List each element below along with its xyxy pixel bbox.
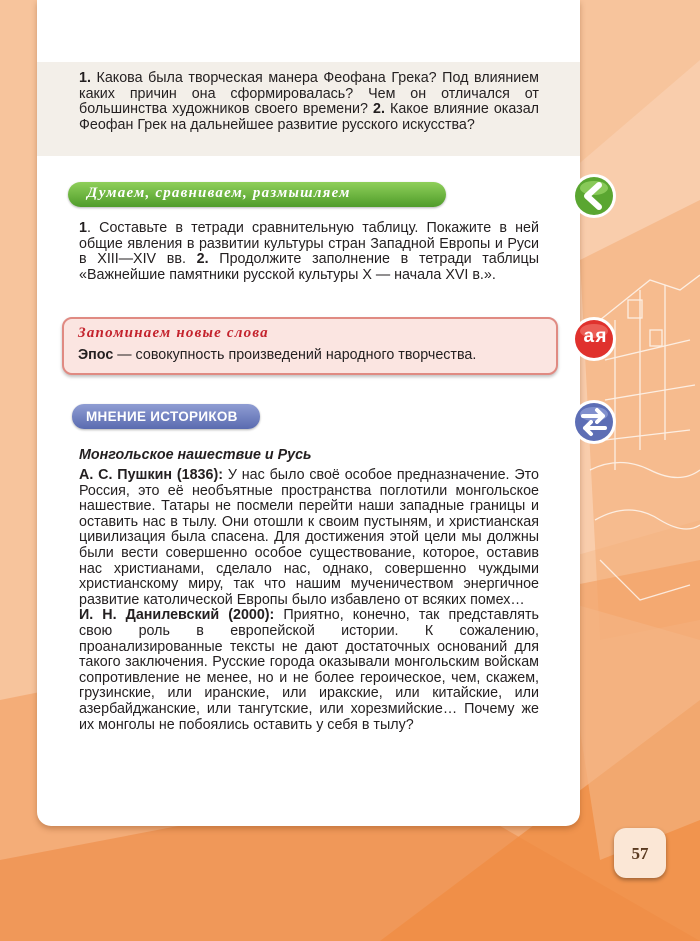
questions-text: 1. Какова была творческая манера Феофана Грека? Под влиянием каких причин она сформировалась? Чем он отличался от большинства художников своего времени? 2. Какое влияние оказал Феофан Грек на дальнейшее развитие русского искусства?	[79, 70, 539, 133]
quote-pushkin: У нас было своё особое предназначение. Это Россия, это её необъятные пространства поглотили монгольское нашествие. Татары не посмели перейти наши западные границы и оставить нас в тылу. Они отошли к своим пустыням, и христианская цивилизация была спасена. Для достижения этой цели мы должны были вести совершенно особое существование, которое, оставив нас христианами, сделало нас, однако, совершенно чуждыми христианскому миру, так что нашим мученичеством энергичное развитие католической Европы было избавлено от всяких помех…	[79, 467, 539, 608]
dictionary-letters-icon[interactable]: а я	[571, 316, 617, 362]
page-number: 57	[631, 844, 649, 863]
historians-subtitle: Монгольское нашествие и Русь	[79, 447, 312, 463]
author-pushkin: А. С. Пушкин (1836):	[79, 467, 223, 483]
think-section-header	[68, 182, 446, 207]
new-words-definition: Эпос — совокупность произведений народного творчества.	[78, 347, 477, 363]
quote-danilevsky: Приятно, конечно, так представлять свою роль в европейской истории. К сожалению, проанализированные тексты не дают достаточных оснований для такого заключения. Русские города оказывали монгольским войскам сопротивление не менее, но и не более героическое, чем, скажем, грузинские, или иранские, или иракские, или китайские, или азербайджанские, или тангутские, или хорезмийские… Почему же их монголы не побоялись оставить у себя в тылу?	[79, 607, 539, 733]
historians-quotes	[79, 468, 539, 733]
page-number-badge	[614, 828, 666, 878]
new-words-box	[62, 317, 558, 375]
new-words-title: Запоминаем новые слова	[78, 325, 269, 341]
author-danilevsky: И. Н. Данилевский (2000):	[79, 607, 275, 624]
historians-header	[72, 404, 260, 429]
term: Эпос	[78, 347, 114, 363]
think-section-title: Думаем, сравниваем, размышляем	[87, 185, 351, 201]
questions-box	[37, 62, 580, 156]
back-arrow-icon[interactable]	[571, 173, 617, 219]
exchange-arrows-icon[interactable]	[571, 399, 617, 445]
think-section-text: 1. Составьте в тетради сравнительную таблицу. Покажите в ней общие явления в развитии культуры стран Западной Европы и Руси в XIII—XIV вв. 2. Продолжите заполнение в тетради таблицы «Важнейшие памятники русской культуры X — начала XVI в.».	[79, 220, 539, 283]
textbook-page	[37, 0, 580, 826]
historians-label: МНЕНИЕ ИСТОРИКОВ	[86, 409, 238, 424]
